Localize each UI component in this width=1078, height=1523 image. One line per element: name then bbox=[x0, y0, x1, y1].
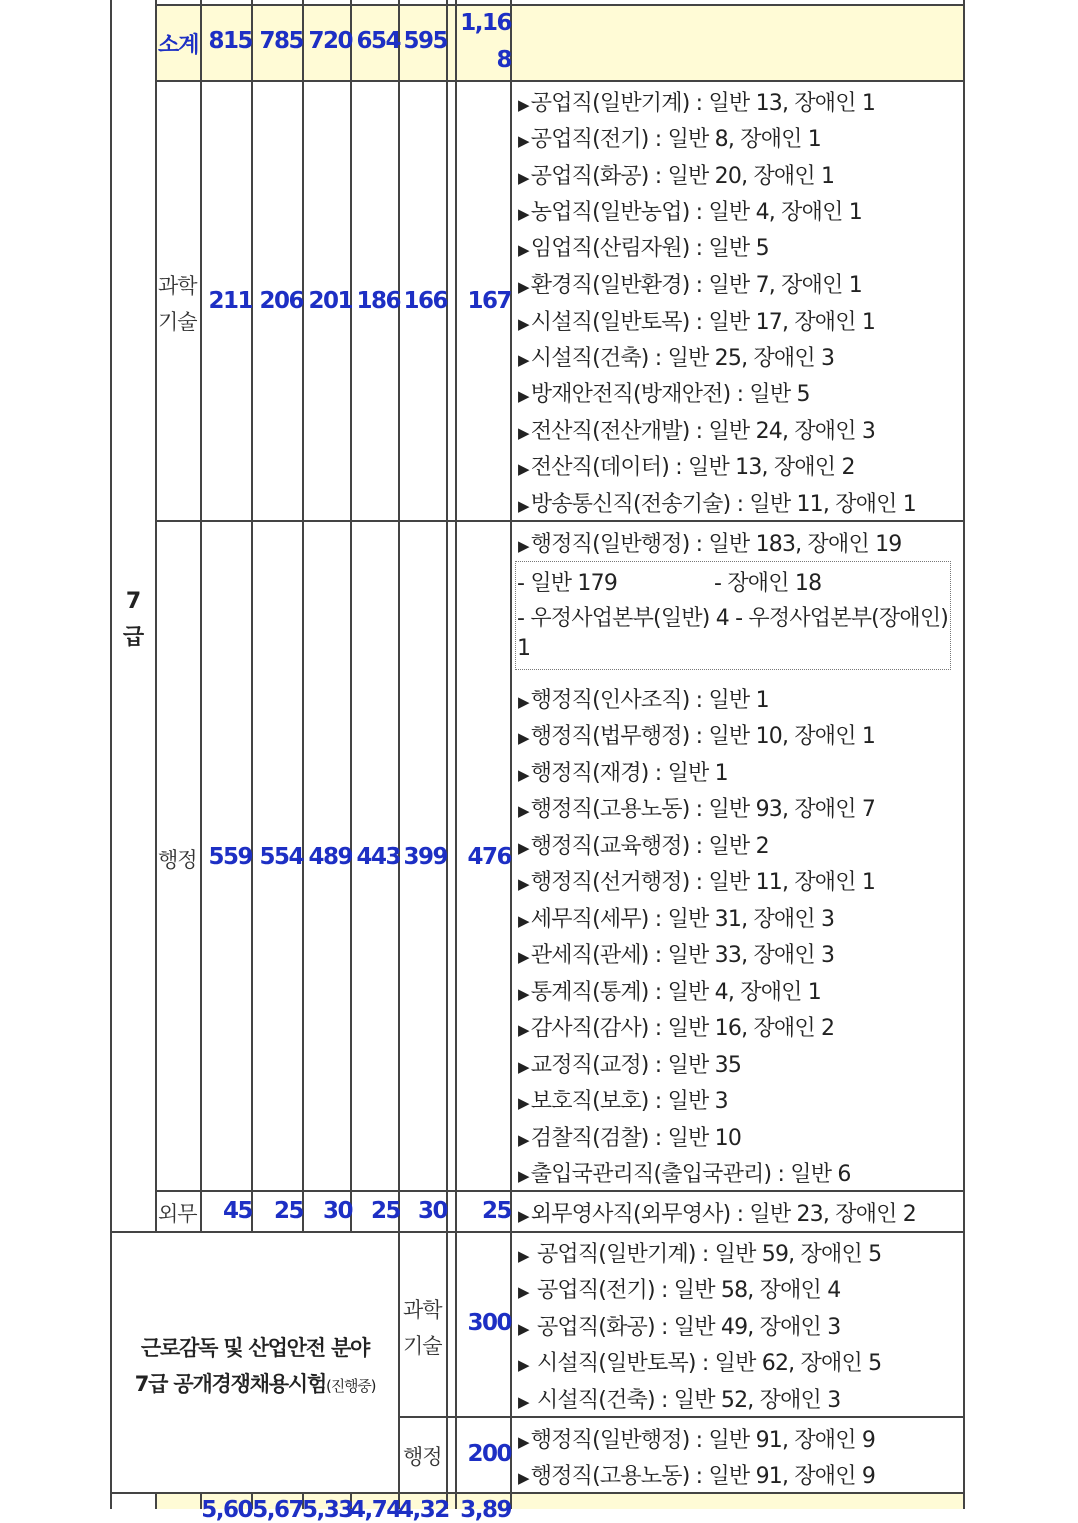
row-border-subtotal-top bbox=[155, 4, 965, 6]
detail-postal: - 우정사업본부(일반) 4 - 우정사업본부(장애인) bbox=[517, 606, 949, 631]
triangle-bullet-icon: ▶ bbox=[518, 1283, 529, 1301]
col-border-3 bbox=[302, 0, 304, 1232]
bottom-value-4: 4,74 bbox=[350, 1497, 401, 1523]
labor-admin-total: 200 bbox=[467, 1441, 511, 1467]
list-item: ▶관세직(관세) : 일반 33, 장애인 3 bbox=[518, 943, 835, 968]
labor-science-total: 300 bbox=[467, 1310, 511, 1336]
science-label-line2: 기술 bbox=[158, 310, 197, 334]
list-item: ▶농업직(일반농업) : 일반 4, 장애인 1 bbox=[518, 200, 862, 225]
subtotal-value-1: 815 bbox=[208, 28, 252, 54]
list-item: ▶감사직(감사) : 일반 16, 장애인 2 bbox=[518, 1016, 835, 1041]
triangle-bullet-icon: ▶ bbox=[518, 96, 529, 114]
bottom-total: 3,89 bbox=[460, 1497, 511, 1523]
list-item: ▶ 시설직(일반토목) : 일반 62, 장애인 5 bbox=[518, 1351, 882, 1376]
triangle-bullet-icon: ▶ bbox=[518, 1356, 529, 1374]
subtotal-value-5: 595 bbox=[403, 28, 447, 54]
grade-label-unit: 급 bbox=[122, 625, 145, 650]
row-border-subtotal-bottom bbox=[155, 80, 965, 82]
grade-label-number: 7 bbox=[125, 589, 142, 614]
labor-title-line1: 근로감독 및 산업안전 분야 bbox=[140, 1336, 370, 1360]
list-item: ▶세무직(세무) : 일반 31, 장애인 3 bbox=[518, 907, 835, 932]
triangle-bullet-icon: ▶ bbox=[518, 839, 529, 857]
triangle-bullet-icon: ▶ bbox=[518, 1094, 529, 1112]
list-item: ▶시설직(건축) : 일반 25, 장애인 3 bbox=[518, 346, 835, 371]
triangle-bullet-icon: ▶ bbox=[518, 537, 529, 555]
triangle-bullet-icon: ▶ bbox=[518, 693, 529, 711]
list-item: ▶전산직(전산개발) : 일반 24, 장애인 3 bbox=[518, 419, 876, 444]
row-border-labor-science-bottom bbox=[398, 1416, 965, 1418]
admin-value-3: 489 bbox=[308, 844, 352, 870]
bottom-value-2: 5,67 bbox=[252, 1497, 303, 1523]
subtotal-total-part1: 1,16 bbox=[460, 10, 511, 36]
science-value-4: 186 bbox=[356, 288, 400, 314]
list-item: ▶통계직(통계) : 일반 4, 장애인 1 bbox=[518, 980, 822, 1005]
science-value-2: 206 bbox=[259, 288, 303, 314]
triangle-bullet-icon: ▶ bbox=[518, 766, 529, 784]
triangle-bullet-icon: ▶ bbox=[518, 241, 529, 259]
bottom-value-1: 5,60 bbox=[201, 1497, 252, 1523]
col-border-4 bbox=[350, 0, 352, 1232]
table-left-border bbox=[110, 0, 112, 1509]
list-item: ▶외무영사직(외무영사) : 일반 23, 장애인 2 bbox=[518, 1202, 917, 1227]
science-value-5: 166 bbox=[403, 288, 447, 314]
triangle-bullet-icon: ▶ bbox=[518, 1058, 529, 1076]
labor-title-line2: 7급 공개경쟁채용시험(진행중) bbox=[134, 1372, 376, 1396]
col-border-7 bbox=[455, 0, 457, 1509]
bottom-value-5: 4,32 bbox=[398, 1497, 449, 1523]
triangle-bullet-icon: ▶ bbox=[518, 802, 529, 820]
foreign-total: 25 bbox=[481, 1198, 511, 1224]
detail-general: - 일반 179 bbox=[517, 571, 618, 596]
col-border-2 bbox=[251, 0, 253, 1232]
triangle-bullet-icon: ▶ bbox=[518, 985, 529, 1003]
triangle-bullet-icon: ▶ bbox=[518, 424, 529, 442]
foreign-value-5: 30 bbox=[417, 1198, 447, 1224]
triangle-bullet-icon: ▶ bbox=[518, 387, 529, 405]
list-item: ▶방재안전직(방재안전) : 일반 5 bbox=[518, 382, 810, 407]
list-item: ▶행정직(선거행정) : 일반 11, 장애인 1 bbox=[518, 870, 876, 895]
list-item: ▶교정직(교정) : 일반 35 bbox=[518, 1053, 742, 1078]
table-right-border bbox=[963, 0, 965, 1509]
list-item: ▶행정직(교육행정) : 일반 2 bbox=[518, 834, 769, 859]
list-item: ▶ 시설직(건축) : 일반 52, 장애인 3 bbox=[518, 1388, 841, 1413]
subtotal-value-2: 785 bbox=[259, 28, 303, 54]
triangle-bullet-icon: ▶ bbox=[518, 205, 529, 223]
list-item: ▶전산직(데이터) : 일반 13, 장애인 2 bbox=[518, 455, 855, 480]
triangle-bullet-icon: ▶ bbox=[518, 278, 529, 296]
list-item: ▶검찰직(검찰) : 일반 10 bbox=[518, 1126, 742, 1151]
triangle-bullet-icon: ▶ bbox=[518, 729, 529, 747]
triangle-bullet-icon: ▶ bbox=[518, 1247, 529, 1265]
science-value-1: 211 bbox=[208, 288, 252, 314]
row-border-grade7-bottom bbox=[110, 1231, 965, 1233]
subtotal-label: 소계 bbox=[158, 33, 199, 58]
science-total: 167 bbox=[467, 288, 511, 314]
col-border-5 bbox=[398, 0, 400, 1509]
admin-total: 476 bbox=[467, 844, 511, 870]
col-border-grade-bottom bbox=[155, 1493, 157, 1509]
foreign-value-4: 25 bbox=[370, 1198, 400, 1224]
triangle-bullet-icon: ▶ bbox=[518, 169, 529, 187]
list-item: ▶행정직(일반행정) : 일반 183, 장애인 19 bbox=[518, 532, 902, 557]
list-item: ▶행정직(인사조직) : 일반 1 bbox=[518, 688, 769, 713]
list-item: ▶임업직(산림자원) : 일반 5 bbox=[518, 236, 769, 261]
triangle-bullet-icon: ▶ bbox=[518, 497, 529, 515]
list-item: ▶행정직(법무행정) : 일반 10, 장애인 1 bbox=[518, 724, 876, 749]
triangle-bullet-icon: ▶ bbox=[518, 1320, 529, 1338]
foreign-label: 외무 bbox=[158, 1202, 197, 1226]
science-value-3: 201 bbox=[308, 288, 352, 314]
list-item: ▶행정직(고용노동) : 일반 91, 장애인 9 bbox=[518, 1464, 876, 1489]
admin-label: 행정 bbox=[158, 848, 197, 872]
triangle-bullet-icon: ▶ bbox=[518, 1021, 529, 1039]
list-item: ▶환경직(일반환경) : 일반 7, 장애인 1 bbox=[518, 273, 862, 298]
triangle-bullet-icon: ▶ bbox=[518, 132, 529, 150]
labor-science-label-line1: 과학 bbox=[403, 1298, 442, 1322]
foreign-value-1: 45 bbox=[222, 1198, 252, 1224]
col-border-1 bbox=[200, 0, 202, 1232]
list-item: ▶ 공업직(일반기계) : 일반 59, 장애인 5 bbox=[518, 1242, 882, 1267]
science-label bbox=[158, 268, 197, 340]
col-border-6 bbox=[446, 0, 448, 1509]
foreign-value-2: 25 bbox=[273, 1198, 303, 1224]
list-item: ▶출입국관리직(출입국관리) : 일반 6 bbox=[518, 1162, 851, 1187]
foreign-value-3: 30 bbox=[322, 1198, 352, 1224]
row-border-admin-bottom bbox=[155, 1190, 965, 1192]
subtotal-value-4: 654 bbox=[356, 28, 400, 54]
triangle-bullet-icon: ▶ bbox=[518, 1469, 529, 1487]
triangle-bullet-icon: ▶ bbox=[518, 351, 529, 369]
list-item: ▶행정직(고용노동) : 일반 93, 장애인 7 bbox=[518, 797, 876, 822]
list-item: ▶시설직(일반토목) : 일반 17, 장애인 1 bbox=[518, 310, 876, 335]
bottom-value-3: 5,33 bbox=[302, 1497, 353, 1523]
col-border-grade bbox=[155, 0, 157, 1232]
admin-value-2: 554 bbox=[259, 844, 303, 870]
grade-label bbox=[112, 584, 155, 656]
subtotal-value-3: 720 bbox=[308, 28, 352, 54]
triangle-bullet-icon: ▶ bbox=[518, 1167, 529, 1185]
list-item: ▶공업직(일반기계) : 일반 13, 장애인 1 bbox=[518, 91, 876, 116]
labor-science-label bbox=[403, 1292, 442, 1364]
row-border-labor-bottom bbox=[110, 1492, 965, 1494]
labor-section-title bbox=[112, 1330, 398, 1404]
admin-value-1: 559 bbox=[208, 844, 252, 870]
labor-science-label-line2: 기술 bbox=[403, 1334, 442, 1358]
triangle-bullet-icon: ▶ bbox=[518, 1207, 529, 1225]
triangle-bullet-icon: ▶ bbox=[518, 460, 529, 478]
labor-admin-label: 행정 bbox=[403, 1445, 442, 1469]
triangle-bullet-icon: ▶ bbox=[518, 315, 529, 333]
subtotal-total-part2: 8 bbox=[496, 47, 511, 73]
triangle-bullet-icon: ▶ bbox=[518, 912, 529, 930]
admin-value-5: 399 bbox=[403, 844, 447, 870]
admin-value-4: 443 bbox=[356, 844, 400, 870]
triangle-bullet-icon: ▶ bbox=[518, 1131, 529, 1149]
list-item: ▶보호직(보호) : 일반 3 bbox=[518, 1089, 728, 1114]
triangle-bullet-icon: ▶ bbox=[518, 875, 529, 893]
list-item: ▶ 공업직(전기) : 일반 58, 장애인 4 bbox=[518, 1278, 841, 1303]
triangle-bullet-icon: ▶ bbox=[518, 1433, 529, 1451]
science-label-line1: 과학 bbox=[158, 274, 197, 298]
triangle-bullet-icon: ▶ bbox=[518, 948, 529, 966]
col-border-8 bbox=[510, 0, 512, 1509]
list-item: ▶방송통신직(전송기술) : 일반 11, 장애인 1 bbox=[518, 492, 917, 517]
detail-postal-cont: 1 bbox=[517, 636, 531, 661]
row-border-science-bottom bbox=[155, 520, 965, 522]
list-item: ▶공업직(화공) : 일반 20, 장애인 1 bbox=[518, 164, 835, 189]
list-item: ▶공업직(전기) : 일반 8, 장애인 1 bbox=[518, 127, 822, 152]
labor-title-note: (진행중) bbox=[326, 1377, 376, 1395]
triangle-bullet-icon: ▶ bbox=[518, 1393, 529, 1411]
list-item: ▶행정직(재경) : 일반 1 bbox=[518, 761, 728, 786]
list-item: ▶행정직(일반행정) : 일반 91, 장애인 9 bbox=[518, 1428, 876, 1453]
detail-disabled: - 장애인 18 bbox=[714, 571, 822, 596]
list-item: ▶ 공업직(화공) : 일반 49, 장애인 3 bbox=[518, 1315, 841, 1340]
